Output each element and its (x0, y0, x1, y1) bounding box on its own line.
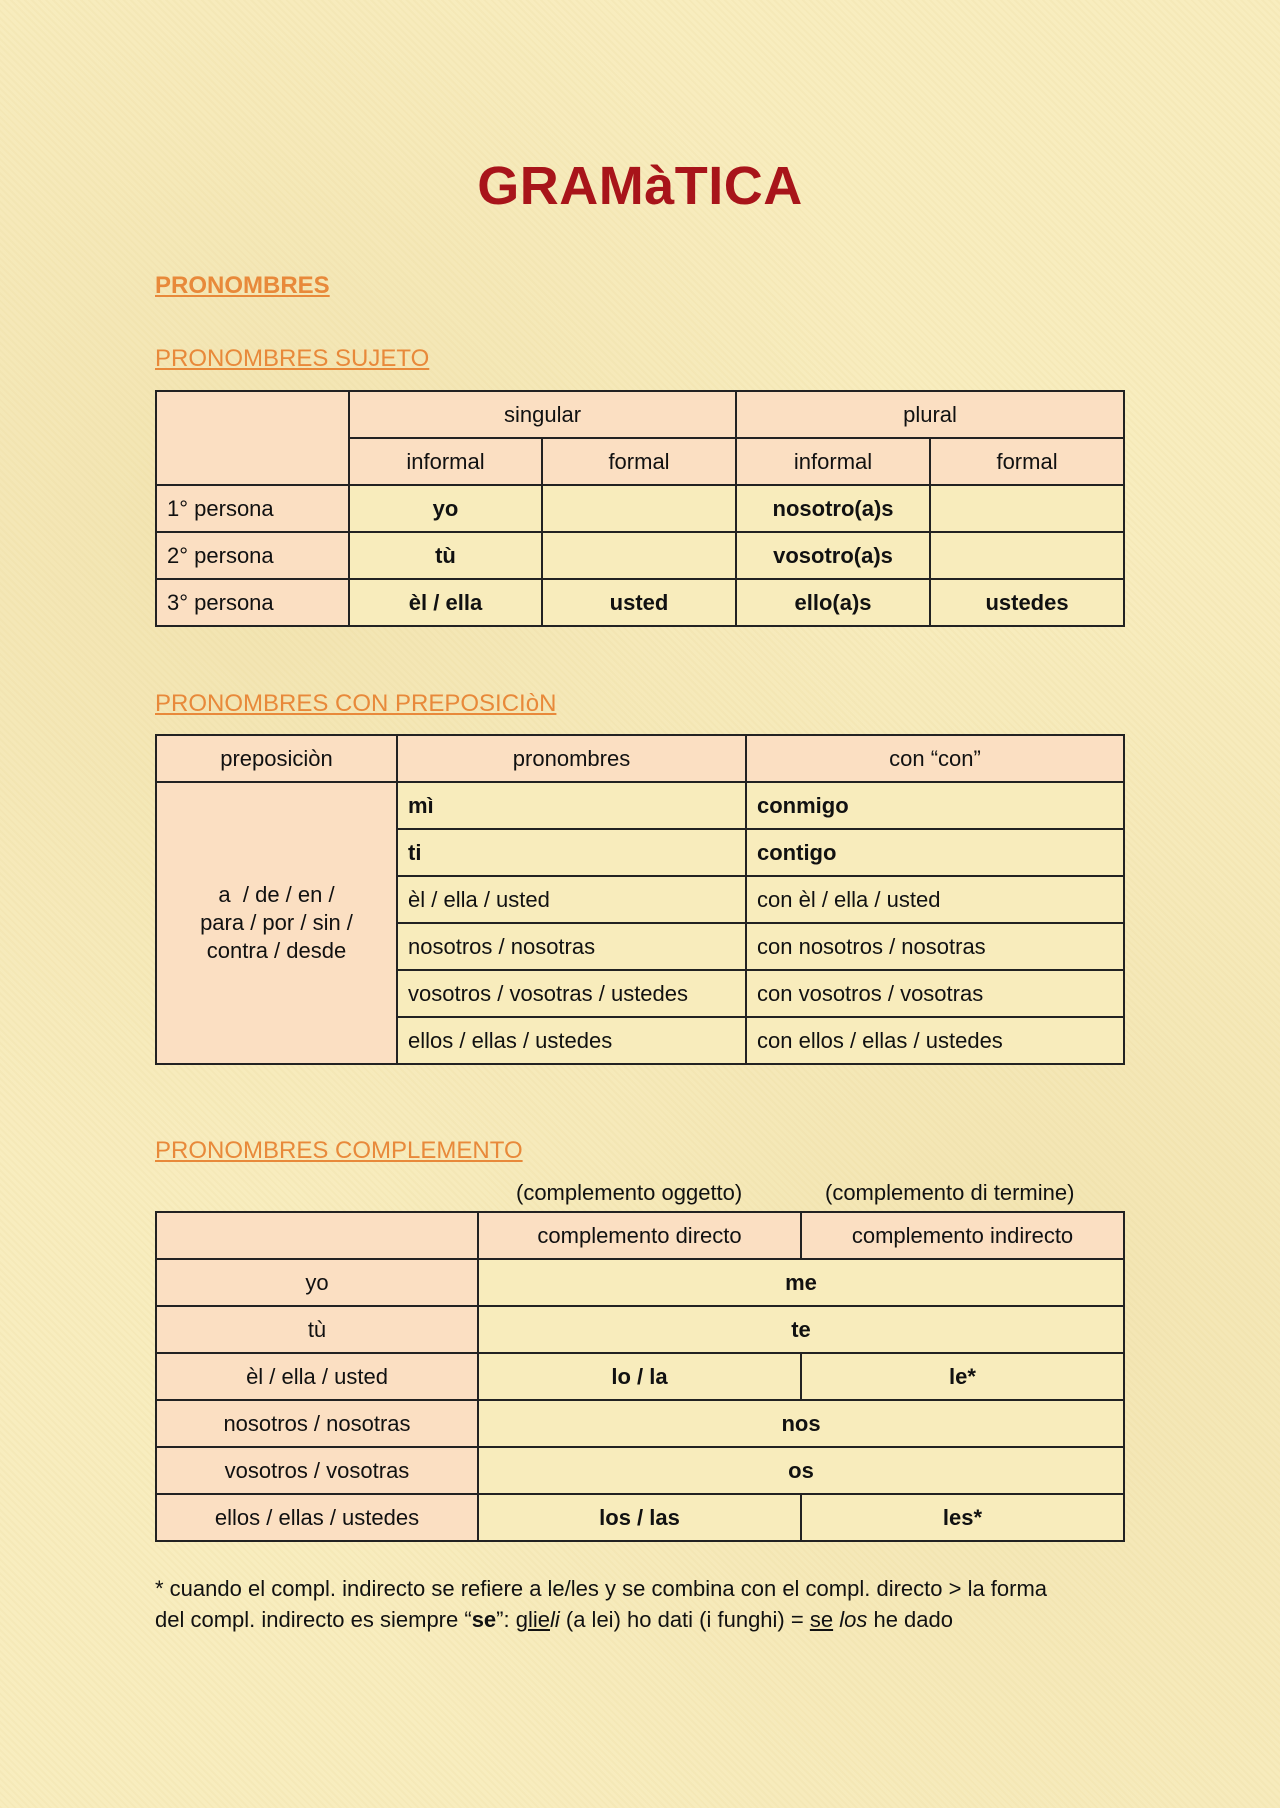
table-cell: èl / ella (349, 579, 542, 626)
footnote (155, 1573, 1123, 1635)
footnote-text: (a lei) ho dati (i funghi) = (559, 1607, 810, 1632)
table-cell: tù (349, 532, 542, 579)
header-empty-cell (156, 1212, 478, 1259)
table-cell: vosotros / vosotras / ustedes (397, 970, 746, 1017)
table-row (156, 1353, 1124, 1400)
section-heading-sujeto: PRONOMBRES SUJETO (155, 345, 430, 372)
table-cell: ustedes (930, 579, 1124, 626)
section-heading-preposicion: PRONOMBRES CON PREPOSICIòN (155, 690, 557, 717)
table-row (156, 1259, 1124, 1306)
table-cell: os (478, 1447, 1124, 1494)
table-cell: lo / la (478, 1353, 801, 1400)
row-label: èl / ella / usted (156, 1353, 478, 1400)
table-cell: contigo (746, 829, 1124, 876)
table-cell: vosotro(a)s (736, 532, 930, 579)
table-cell (930, 485, 1124, 532)
row-label: tù (156, 1306, 478, 1353)
table-cell: con ellos / ellas / ustedes (746, 1017, 1124, 1064)
table-row (156, 579, 1124, 626)
table-cell (930, 532, 1124, 579)
header-formal: formal (930, 438, 1124, 485)
footnote-li: li (549, 1607, 560, 1632)
row-label: 3° persona (156, 579, 349, 626)
table-row (156, 485, 1124, 532)
row-label: yo (156, 1259, 478, 1306)
header-informal: informal (736, 438, 930, 485)
prep-line: contra / desde (206, 938, 347, 963)
row-label: vosotros / vosotras (156, 1447, 478, 1494)
header-con: con “con” (746, 735, 1124, 782)
table-row (156, 1306, 1124, 1353)
header-singular: singular (349, 391, 736, 438)
table-cell: les* (801, 1494, 1124, 1541)
table-pronombres-sujeto (155, 390, 1125, 627)
table-cell: le* (801, 1353, 1124, 1400)
footnote-text: ”: (496, 1607, 516, 1632)
table-cell: nosotros / nosotras (397, 923, 746, 970)
table-cell: conmigo (746, 782, 1124, 829)
table-cell: nosotro(a)s (736, 485, 930, 532)
row-label: 2° persona (156, 532, 349, 579)
table-row (156, 1494, 1124, 1541)
header-pronombres: pronombres (397, 735, 746, 782)
note-complemento-termine: (complemento di termine) (825, 1180, 1075, 1205)
table-row (156, 1400, 1124, 1447)
footnote-text: del compl. indirecto es siempre “ (155, 1607, 472, 1632)
prep-line: a / de / en / (218, 882, 335, 907)
row-label: 1° persona (156, 485, 349, 532)
table-cell: mì (397, 782, 746, 829)
header-plural: plural (736, 391, 1124, 438)
header-formal: formal (542, 438, 736, 485)
section-heading-pronombres: PRONOMBRES (155, 272, 330, 299)
note-complemento-oggetto: (complemento oggetto) (516, 1180, 743, 1205)
table-cell: con nosotros / nosotras (746, 923, 1124, 970)
table-cell: ello(a)s (736, 579, 930, 626)
footnote-line-1: * cuando el compl. indirecto se refiere a le/les y se combina con el compl. directo > la forma (155, 1576, 1048, 1601)
table-cell: ellos / ellas / ustedes (397, 1017, 746, 1064)
row-label: ellos / ellas / ustedes (156, 1494, 478, 1541)
page-title: GRAMàTICA (477, 156, 803, 216)
table-row (156, 782, 1124, 829)
table-cell: te (478, 1306, 1124, 1353)
footnote-text: he dado (867, 1607, 953, 1632)
section-heading-complemento: PRONOMBRES COMPLEMENTO (155, 1137, 523, 1164)
table-pronombres-complemento (155, 1211, 1125, 1542)
table-pronombres-preposicion (155, 734, 1125, 1065)
prep-line: para / por / sin / (200, 910, 353, 935)
table-cell (542, 485, 736, 532)
header-informal: informal (349, 438, 542, 485)
footnote-line-2 (155, 1604, 1123, 1635)
table-row (156, 1447, 1124, 1494)
footnote-se-2: se (809, 1607, 834, 1632)
header-complemento-directo: complemento directo (478, 1212, 801, 1259)
row-label: nosotros / nosotras (156, 1400, 478, 1447)
table-cell: nos (478, 1400, 1124, 1447)
table-cell (542, 532, 736, 579)
header-preposicion: preposiciòn (156, 735, 397, 782)
footnote-se: se (471, 1607, 497, 1632)
header-complemento-indirecto: complemento indirecto (801, 1212, 1124, 1259)
header-empty-cell (156, 391, 349, 485)
footnote-los: los (839, 1607, 868, 1632)
footnote-glie: glie (515, 1607, 550, 1632)
prep-list-cell (156, 782, 397, 1064)
table-cell: los / las (478, 1494, 801, 1541)
table-cell: yo (349, 485, 542, 532)
table-row (156, 532, 1124, 579)
table-cell: usted (542, 579, 736, 626)
table-cell: con èl / ella / usted (746, 876, 1124, 923)
table-cell: èl / ella / usted (397, 876, 746, 923)
table-cell: ti (397, 829, 746, 876)
table-cell: con vosotros / vosotras (746, 970, 1124, 1017)
table-cell: me (478, 1259, 1124, 1306)
